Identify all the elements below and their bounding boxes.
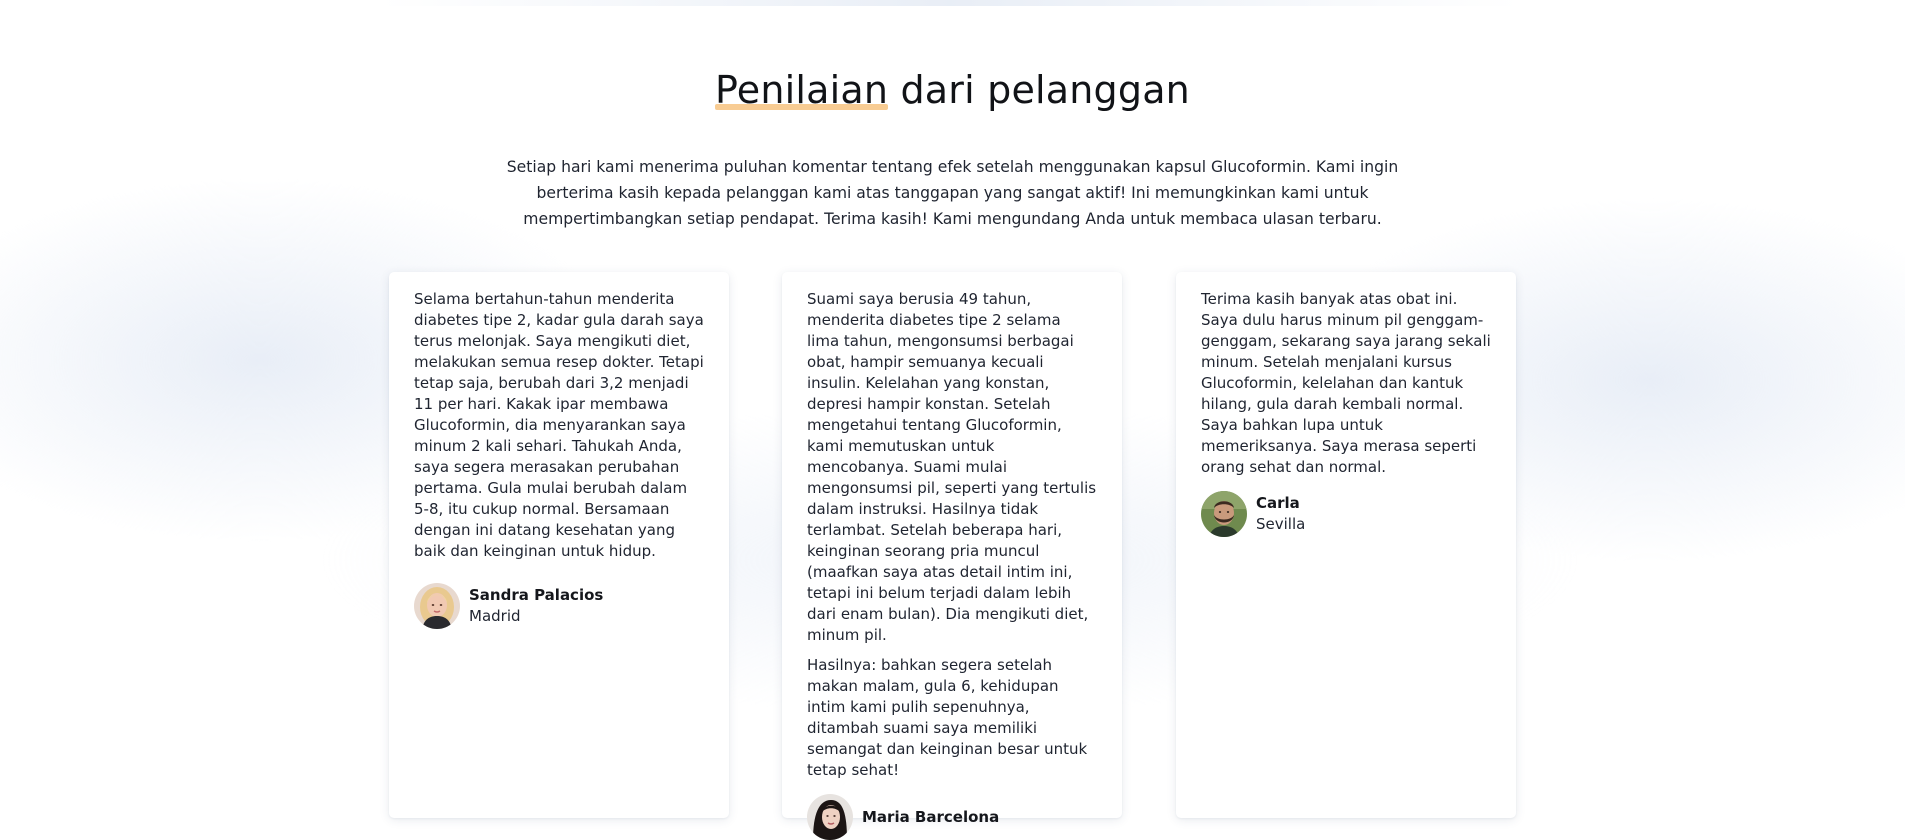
avatar-photo-bearded-man-icon [1201,491,1247,537]
review-card [782,272,1122,826]
review-card [389,272,729,818]
title-highlight-word [715,64,888,116]
reviews-list [389,272,1516,826]
section-intro: Setiap hari kami menerima puluhan komentar tentang efek setelah menggunakan kapsul Glucoformin. Kami ingin berterima kasih kepada pelanggan kami atas tanggapan yang sangat aktif! Ini memungkinkan kami untuk mempertimbangkan setiap pendapat. Terima kasih! Kami mengundang Anda untuk membaca ulasan terbaru. [506,158,1399,228]
author-info [862,807,999,828]
title-rest-text: dari pelanggan [888,68,1190,112]
review-text: Suami saya berusia 49 tahun, menderita diabetes tipe 2 selama lima tahun, mengonsumsi berbagai obat, hampir semuanya kecuali insulin. Kelelahan yang konstan, depresi hampir konstan. Setelah mengetahui tentang Glucoformin, kami memutuskan untuk mencobanya. Suami mulai mengonsumsi pil, seperti yang tertulis dalam instruksi. Hasilnya tidak terlambat. Setelah beberapa hari, keinginan seorang pria muncul (maafkan saya atas detail intim ini, tetapi ini belum terjadi dalam lebih dari enam bulan). Dia mengikuti diet, minum pil. [807,290,1097,644]
review-text: Selama bertahun-tahun menderita diabetes tipe 2, kadar gula darah saya terus melonjak. Saya mengikuti diet, melakukan semua resep dokter. Tetapi tetap saja, berubah dari 3,2 menjadi 11 per hari. Kakak ipar membawa Glucoformin, dia menyarankan saya minum 2 kali sehari. Tahukah Anda, saya segera merasakan perubahan pertama. Gula mulai berubah dalam 5-8, itu cukup normal. Bersamaan dengan ini datang kesehatan yang baik dan keinginan untuk hidup. [414,290,704,560]
avatar-photo-blonde-woman-icon [414,583,460,629]
author-city: Madrid [469,607,521,625]
review-text: Terima kasih banyak atas obat ini. Saya dulu harus minum pil genggam-genggam, sekarang saya jarang sekali minum. Setelah menjalani kursus Glucoformin, kelelahan dan kantuk hilang, gula darah kembali normal. Saya bahkan lupa untuk memeriksanya. Saya merasa seperti orang sehat dan normal. [1201,290,1491,476]
title-highlight-text: Penilaian [715,68,889,112]
author-name: Sandra Palacios [469,586,604,604]
avatar-photo-dark-hair-woman-icon [807,794,853,840]
review-card [1176,272,1516,818]
review-author [1201,491,1491,537]
top-divider-fade [380,0,1520,6]
review-author [807,794,1097,840]
author-info [1256,493,1305,535]
section-title [0,64,1905,116]
author-name: Maria Barcelona [862,807,1000,826]
author-city: Sevilla [1256,515,1306,533]
author-name: Carla [1256,494,1300,512]
review-author [414,583,704,629]
review-text: Hasilnya: bahkan segera setelah makan malam, gula 6, kehidupan intim kami pulih sepenuhnya, ditambah suami saya memiliki semangat dan keinginan besar untuk tetap sehat! [807,656,1088,779]
author-info [469,585,603,627]
